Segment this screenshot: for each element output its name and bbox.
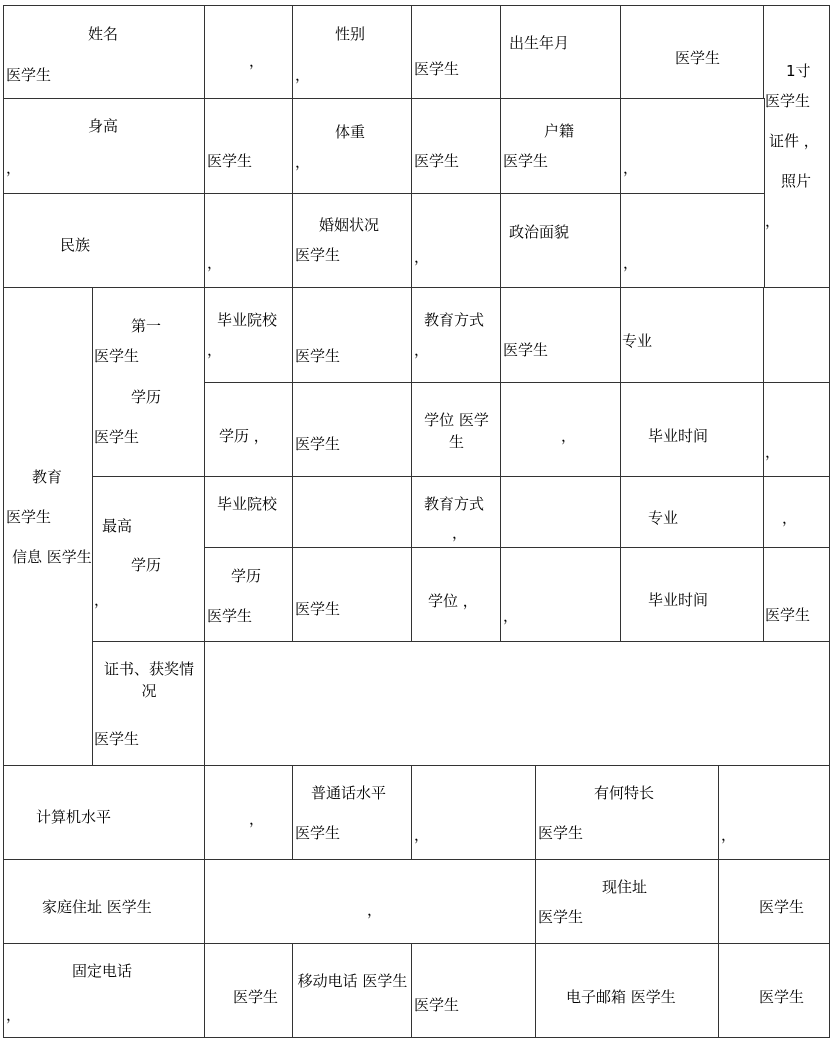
cell-c-mode-label [411,476,502,549]
a-major-label: 专业 [622,332,653,350]
b-time-value: ， [765,443,781,461]
edu-label-2: 医学生 [6,508,52,526]
cell-huji-value[interactable] [620,98,765,195]
mandarin-label: 普通话水平 [311,784,387,802]
a-mode-value: 医学生 [503,341,549,359]
name-value: ， [249,52,265,70]
cell-name-label [3,5,206,100]
special-label: 有何特长 [594,784,655,802]
cell-weight-value[interactable] [411,98,502,195]
computer-label: 计算机水平 [36,808,112,826]
cell-weight-label [292,98,413,195]
first-degree-4: 医学生 [94,428,140,446]
mandarin-value: ， [414,826,430,844]
cell-ethnic-label [3,193,206,289]
d-xuewei-label: 学位 ， [428,592,478,610]
cell-first-degree-label [92,287,206,478]
cell-political-label [500,193,622,289]
top-degree-1: 最高 [102,517,133,535]
cell-cert-label [92,641,206,767]
cell-b-time-label [620,382,765,478]
cell-b-xuewei-value[interactable] [500,382,622,478]
special-sub: 医学生 [538,824,584,842]
phone-value: 医学生 [233,988,279,1006]
cell-home-value[interactable] [204,859,537,945]
height-value: 医学生 [207,152,253,170]
gender-sub: ， [295,66,311,84]
cell-marital-label [292,193,413,289]
huji-value: ， [623,159,639,177]
cell-c-school-label [204,476,294,549]
cell-marital-value[interactable] [411,193,502,289]
top-degree-3: ， [94,591,110,609]
cell-political-value[interactable] [620,193,765,289]
name-label: 姓名 [88,25,119,43]
cell-b-degree-value[interactable] [292,382,413,478]
name-sub: 医学生 [6,66,52,84]
cell-a-school-label [204,287,294,384]
email-value: 医学生 [759,988,805,1006]
cell-email-label [535,943,720,1038]
d-degree-value: 医学生 [295,600,341,618]
cell-c-mode-value[interactable] [500,476,622,549]
cell-home-label [3,859,206,945]
a-school-value: 医学生 [295,347,341,365]
cell-ethnic-value[interactable] [204,193,294,289]
cell-d-time-value[interactable] [763,547,830,643]
edu-label-1: 教育 [32,468,63,486]
photo-line-5: ， [765,212,781,230]
ethnic-label: 民族 [60,236,91,254]
cell-name-value[interactable] [204,5,294,100]
cell-d-time-label [620,547,765,643]
cell-phone-label [3,943,206,1038]
cell-c-school-value[interactable] [292,476,413,549]
c-mode-label: 教育方式 [424,495,485,513]
c-major-label: 专业 [648,509,679,527]
cell-a-school-value[interactable] [292,287,413,384]
huji-label: 户籍 [544,122,575,140]
cell-a-major-value[interactable] [763,287,830,384]
top-degree-2: 学历 [131,556,162,574]
current-value: 医学生 [759,898,805,916]
cell-mobile-label [292,943,413,1038]
b-xuewei-label: 学位 医学生 [424,411,489,451]
political-label: 政治面貌 [509,223,570,241]
a-mode-sub: ， [414,341,430,359]
huji-sub: 医学生 [503,152,549,170]
home-label: 家庭住址 医学生 [42,898,152,916]
photo-line-4: 照片 [781,172,812,190]
cell-edu-label [3,287,94,767]
b-degree-label: 学历 ， [219,427,269,445]
edu-label-3: 信息 医学生 [12,548,92,566]
cell-special-label [535,765,720,861]
photo-line-3: 证件 ， [769,132,819,150]
d-degree-label: 学历 [231,567,262,585]
d-time-value: 医学生 [765,606,811,624]
cell-birth-label [500,5,622,100]
cell-gender-value[interactable] [411,5,502,100]
gender-label: 性别 [335,25,366,43]
cell-special-value[interactable] [718,765,830,861]
birth-value: 医学生 [675,49,721,67]
cert-sub: 医学生 [94,730,140,748]
weight-sub: ， [295,153,311,171]
ethnic-value: ， [207,254,223,272]
first-degree-2: 医学生 [94,347,140,365]
cell-b-time-value[interactable] [763,382,830,478]
cell-phone-value[interactable] [204,943,294,1038]
a-school-sub: ， [207,341,223,359]
d-degree-sub: 医学生 [207,607,253,625]
marital-value: ， [414,248,430,266]
cert-label: 证书、获奖情况 [103,660,194,700]
marital-label: 婚姻状况 [319,216,380,234]
special-value: ， [721,826,737,844]
cell-height-value[interactable] [204,98,294,195]
height-label: 身高 [88,117,119,135]
c-major-value: ， [782,509,798,527]
current-sub: 医学生 [538,908,584,926]
first-degree-1: 第一 [131,317,162,335]
cell-current-value[interactable] [718,859,830,945]
first-degree-3: 学历 [131,388,162,406]
cell-cert-value[interactable] [204,641,830,767]
mobile-value: 医学生 [414,996,460,1014]
cell-mandarin-label [292,765,413,861]
b-time-label: 毕业时间 [648,427,709,445]
a-school-label: 毕业院校 [217,311,278,329]
photo-line-2: 医学生 [765,92,811,110]
phone-sub: ， [6,1006,22,1024]
cell-photo[interactable] [763,5,830,288]
cell-b-degree-label [204,382,294,478]
cell-d-xuewei-value[interactable] [500,547,622,643]
current-label: 现住址 [602,878,648,896]
c-mode-sub: ， [452,524,468,542]
cell-b-xuewei-label [411,382,502,478]
cell-email-value[interactable] [718,943,830,1038]
cell-a-major-label [620,287,765,384]
b-xuewei-value: ， [561,427,577,445]
d-xuewei-value: ， [503,607,519,625]
mobile-label: 移动电话 医学生 [297,972,408,990]
email-label: 电子邮箱 医学生 [566,988,676,1006]
cell-c-major-value[interactable] [763,476,830,549]
gender-value: 医学生 [414,60,460,78]
cell-d-degree-label [204,547,294,643]
cell-gender-label [292,5,413,100]
height-sub: ， [6,159,22,177]
cell-d-degree-value[interactable] [292,547,413,643]
weight-value: 医学生 [414,152,460,170]
birth-label: 出生年月 [509,34,570,52]
political-value: ， [623,254,639,272]
b-degree-value: 医学生 [295,435,341,453]
cell-huji-label [500,98,622,195]
cell-a-mode-value[interactable] [500,287,622,384]
marital-sub: 医学生 [295,246,341,264]
cell-a-mode-label [411,287,502,384]
home-value: ， [367,901,383,919]
weight-label: 体重 [335,123,366,141]
a-mode-label: 教育方式 [424,311,485,329]
cell-top-degree-label [92,476,206,643]
cell-birth-value[interactable] [620,5,765,100]
cell-computer-value[interactable] [204,765,294,861]
computer-value: ， [249,810,265,828]
c-school-label: 毕业院校 [217,495,278,513]
cell-computer-label [3,765,206,861]
cell-height-label [3,98,206,195]
cell-current-label [535,859,720,945]
mandarin-sub: 医学生 [295,824,341,842]
phone-label: 固定电话 [72,962,133,980]
cell-mobile-value[interactable] [411,943,537,1038]
cell-d-xuewei-label [411,547,502,643]
cell-c-major-label [620,476,765,549]
cell-mandarin-value[interactable] [411,765,537,861]
photo-line-1: 1寸 [786,62,811,80]
d-time-label: 毕业时间 [648,591,709,609]
